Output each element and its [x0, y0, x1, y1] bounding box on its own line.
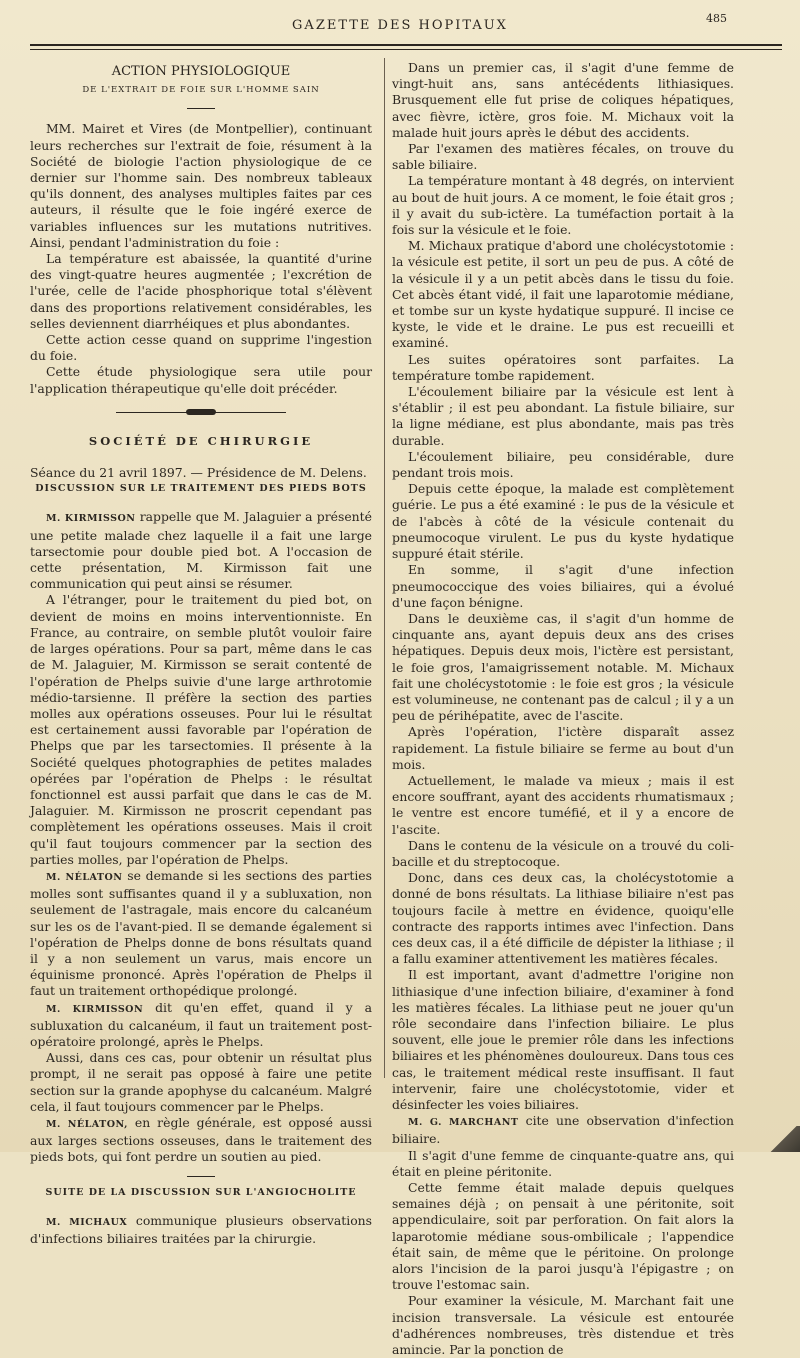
paragraph-text: se demande si les sections des parties molles sont suffisantes quand il y a subluxation, non seulement de l'astragale, mais encore du calcanéum sur les os de l'avant-pied. Il se demande également si l'opération de Phelps donne de bons résultats quand il y a non seulement un varus, mais encore un équinisme prononcé. Après l'opération de Phelps il faut un traitement orthopédique prolongé. [30, 867, 372, 999]
discussion-heading-2: SUITE DE LA DISCUSSION SUR L'ANGIOCHOLITE [45, 1186, 357, 1198]
discussion-heading: DISCUSSION SUR LE TRAITEMENT DES PIEDS BOTS [35, 483, 367, 495]
paragraph [30, 1050, 372, 1115]
section-ornament [116, 409, 286, 415]
paragraph [392, 449, 734, 481]
article-body [30, 121, 372, 396]
paragraph [392, 384, 734, 449]
paragraph-text: communique plusieurs observations d'infections biliaires traitées par la chirurgie. [30, 1212, 373, 1246]
paragraph [392, 773, 734, 838]
paragraph-text: Dans un premier cas, il s'agit d'une femme de vingt-huit ans, sans antécédents lithiasiques. Brusquement elle fut prise de coliques hépatiques, avec fièvre, ictère, gros foie. M. Michaux voit la malade huit jours après le début des accidents. [392, 60, 734, 140]
paragraph [392, 562, 734, 611]
paragraph [392, 1148, 734, 1180]
discussion-body-2 [30, 1213, 372, 1247]
discussion-rule [187, 1176, 215, 1177]
paragraph-text: Dans le contenu de la vésicule on a trouvé du coli-bacille et du streptocoque. [392, 837, 734, 869]
paragraph-text: Il s'agit d'une femme de cinquante-quatre ans, qui était en pleine péritonite. [392, 1147, 734, 1179]
discussion-body [30, 509, 372, 1165]
paragraph-text: A l'étranger, pour le traitement du pied bot, on devient de moins en moins interventionniste. En France, au contraire, on semble plutôt vouloir faire de larges opérations. Pour sa part, même dans le cas de M. Jalaguier, M. Kirmisson se serait contenté de l'opération de Phelps suivie d'une large arthrotomie médio-tarsienne. Il préfère la section des parties molles aux opérations osseuses. Pour lui le résultat est certainement aussi favorable par l'opération de Phelps que par les tarsectomies. Il présente à la Société quelques photographies de petites malades opérées par l'opération de Phelps : le résultat fonctionnel est aussi parfait que dans le cas de M. Jalaguier. M. Kirmisson ne proscrit cependant pas complètement les opérations osseuses. Mais il croit qu'il faut toujours commencer par la section des parties molles, par l'opération de Phelps. [30, 592, 372, 867]
paragraph-text: en règle générale, est opposé aussi aux larges sections osseuses, dans le traitement des pieds bots, qui font perdre un soutien au pied. [30, 1114, 372, 1165]
paragraph: La température est abaissée, la quantité d'urine des vingt-quatre heures augmentée ; l'excrétion de l'urée, celle de l'acide phosphorique total s'élèvent dans des proportions relativement considérables, les selles deviennent diarrhéiques et plus abondantes. [30, 251, 372, 331]
paragraph-text: Par l'examen des matières fécales, on trouve du sable biliaire. [392, 141, 734, 173]
page-corner-fold [760, 1126, 800, 1152]
paragraph [392, 838, 734, 870]
title-rule [187, 108, 215, 109]
right-body [392, 60, 734, 1358]
paragraph-text: Pour examiner la vésicule, M. Marchant fait une incision transversale. La vésicule est entourée d'adhérences nombreuses, très distendue et très amincie. Par la ponction de [392, 1293, 734, 1358]
paragraph [392, 1180, 734, 1293]
paragraph-text: rappelle que M. Jalaguier a présenté une petite malade chez laquelle il a fait une large tarsectomie pour double pied bot. A l'occasion de cette présentation, M. Kirmisson fait une communication qui peut ainsi se résumer. [30, 509, 372, 592]
right-column [392, 60, 734, 1358]
paragraph-text: La température montant à 48 degrés, on intervient au bout de huit jours. A ce moment, le foie était gros ; il y avait du sub-ictère. La tuméfaction portait à la fois sur la vésicule et le foie. [392, 173, 734, 238]
paragraph-text: cite une observation d'infection biliaire. [392, 1113, 734, 1147]
paragraph-text: Les suites opératoires sont parfaites. La température tombe rapidement. [392, 351, 734, 383]
paragraph [30, 592, 372, 867]
page-number: 485 [706, 12, 727, 25]
paragraph-text: Cette femme était malade depuis quelques semaines déjà ; on pensait à une péritonite, soit appendiculaire, soit par perforation. On fait alors la laparotomie médiane sous-ombilicale ; l'appendice était sain, de même que le péritoine. On prolonge alors l'incision de la paroi jusqu'à l'épigastre ; on trouve l'estomac sain. [392, 1180, 734, 1293]
speaker-name: M. G. MARCHANT [408, 1117, 519, 1129]
paragraph [30, 509, 372, 592]
paragraph-text: Depuis cette époque, la malade est complètement guérie. Le pus a été examiné : le pus de la vésicule et de l'abcès à côté de la vésicule contenait du pneumocoque virulent. Le pus du kyste hydatique suppuré était stérile. [392, 481, 734, 562]
paragraph [30, 1115, 372, 1166]
paragraph [392, 870, 734, 967]
paragraph-text: Il est important, avant d'admettre l'origine non lithiasique d'une infection biliaire, d'examiner à fond les matières fécales. La lithiase peut ne jouer qu'un rôle secondaire dans l'infection biliaire. Le plus souvent, elle joue le premier rôle dans les infections biliaires et les phénomènes douloureux. Dans tous ces cas, le traitement médical reste insuffisant. Il faut intervenir, faire une cholécystotomie, vider et désinfecter les voies biliaires. [392, 967, 734, 1112]
section-title: SOCIÉTÉ DE CHIRURGIE [88, 433, 314, 448]
paragraph [30, 1000, 372, 1051]
header-rule-thin [30, 49, 782, 50]
paragraph-text: L'écoulement biliaire, peu considérable, dure pendant trois mois. [392, 448, 734, 481]
paragraph [392, 352, 734, 384]
paragraph [392, 238, 734, 351]
speaker-name: M. NÉLATON, [46, 1118, 128, 1130]
paragraph [392, 611, 734, 724]
article-subtitle: DE L'EXTRAIT DE FOIE SUR L'HOMME SAIN [82, 85, 320, 96]
paragraph-text: L'écoulement biliaire par la vésicule est lent à s'établir ; il est peu abondant. La fistule biliaire, sur la ligne médiane, est plus abondante, mais pas très durable. [392, 384, 734, 448]
paragraph [392, 481, 734, 562]
paragraph-text: Donc, dans ces deux cas, la cholécystotomie a donné de bons résultats. La lithiase biliaire n'est pas toujours facile à mettre en évidence, quoiqu'elle contracte des rapports intimes avec l'infection. Dans ces deux cas, il a été difficile de dépister la lithiase ; il a fallu examiner attentivement les matières fécales. [392, 870, 734, 967]
speaker-name: M. KIRMISSON [46, 513, 136, 525]
speaker-name: M. MICHAUX [46, 1216, 128, 1228]
paragraph-text: Aussi, dans ces cas, pour obtenir un résultat plus prompt, il ne serait pas opposé à faire une petite section sur la grande apophyse du calcanéum. Malgré cela, il faut toujours commencer par le Phelps. [30, 1050, 372, 1114]
paragraph [392, 1113, 734, 1147]
article-title: ACTION PHYSIOLOGIQUE [111, 64, 291, 79]
left-column [30, 60, 372, 1247]
header-rule [30, 44, 782, 46]
paragraph [30, 868, 372, 1000]
paragraph-text: Actuellement, le malade va mieux ; mais il est encore souffrant, ayant des accidents rhumatismaux ; le ventre est encore tuméfié, et il y a encore de l'ascite. [392, 772, 734, 837]
paragraph: Cette action cesse quand on supprime l'ingestion du foie. [30, 332, 372, 364]
session-line: Séance du 21 avril 1897. — Présidence de M. Delens. [30, 465, 367, 481]
paragraph [392, 173, 734, 238]
paragraph-text: Dans le deuxième cas, il s'agit d'un homme de cinquante ans, ayant depuis deux ans des crises hépatiques. Depuis deux mois, l'ictère est persistant, le foie gros, l'amaigrissement notable. M. Michaux fait une cholécystotomie : le foie est gros ; la vésicule est volumineuse, ne contenant pas de calcul ; il y a un peu de périhépatite, avec de l'ascite. [392, 610, 734, 724]
running-header-title: GAZETTE DES HOPITAUX [292, 18, 508, 33]
paragraph-text: dit qu'en effet, quand il y a subluxation du calcanéum, il faut un traitement post-opératoire prolongé, après le Phelps. [30, 999, 372, 1049]
paragraph [392, 724, 734, 773]
paragraph [30, 1213, 372, 1247]
paragraph [392, 141, 734, 173]
paragraph [392, 60, 734, 141]
paragraph [392, 967, 734, 1113]
paragraph-text: M. Michaux pratique d'abord une cholécystotomie : la vésicule est petite, il sort un peu de pus. A côté de la vésicule il y a un petit abcès dans le tissu du foie. Cet abcès étant vidé, il fait une laparotomie médiane, et tombe sur un kyste hydatique suppuré. Il incise ce kyste, le vide et le draine. Le pus est recueilli et examiné. [392, 238, 734, 351]
speaker-name: M. KIRMISSON [46, 1003, 144, 1015]
paragraph: Cette étude physiologique sera utile pour l'application thérapeutique qu'elle doit précéder. [30, 364, 372, 396]
paragraph: MM. Mairet et Vires (de Montpellier), continuant leurs recherches sur l'extrait de foie, résument à la Société de biologie l'action physiologique de ce dernier sur l'homme sain. Des nombreux tableaux qu'ils donnent, des analyses multiples faites par ces auteurs, il résulte que le foie ingéré exerce de variables influences sur les mutations nutritives. Ainsi, pendant l'administration du foie : [30, 121, 372, 250]
speaker-name: M. NÉLATON [46, 871, 123, 883]
paragraph-text: En somme, il s'agit d'une infection pneumococcique des voies biliaires, qui a évolué d'une façon bénigne. [392, 562, 734, 610]
paragraph [392, 1293, 734, 1358]
paragraph-text: Après l'opération, l'ictère disparaît assez rapidement. La fistule biliaire se ferme au bout d'un mois. [392, 724, 734, 772]
column-divider [384, 58, 385, 1078]
